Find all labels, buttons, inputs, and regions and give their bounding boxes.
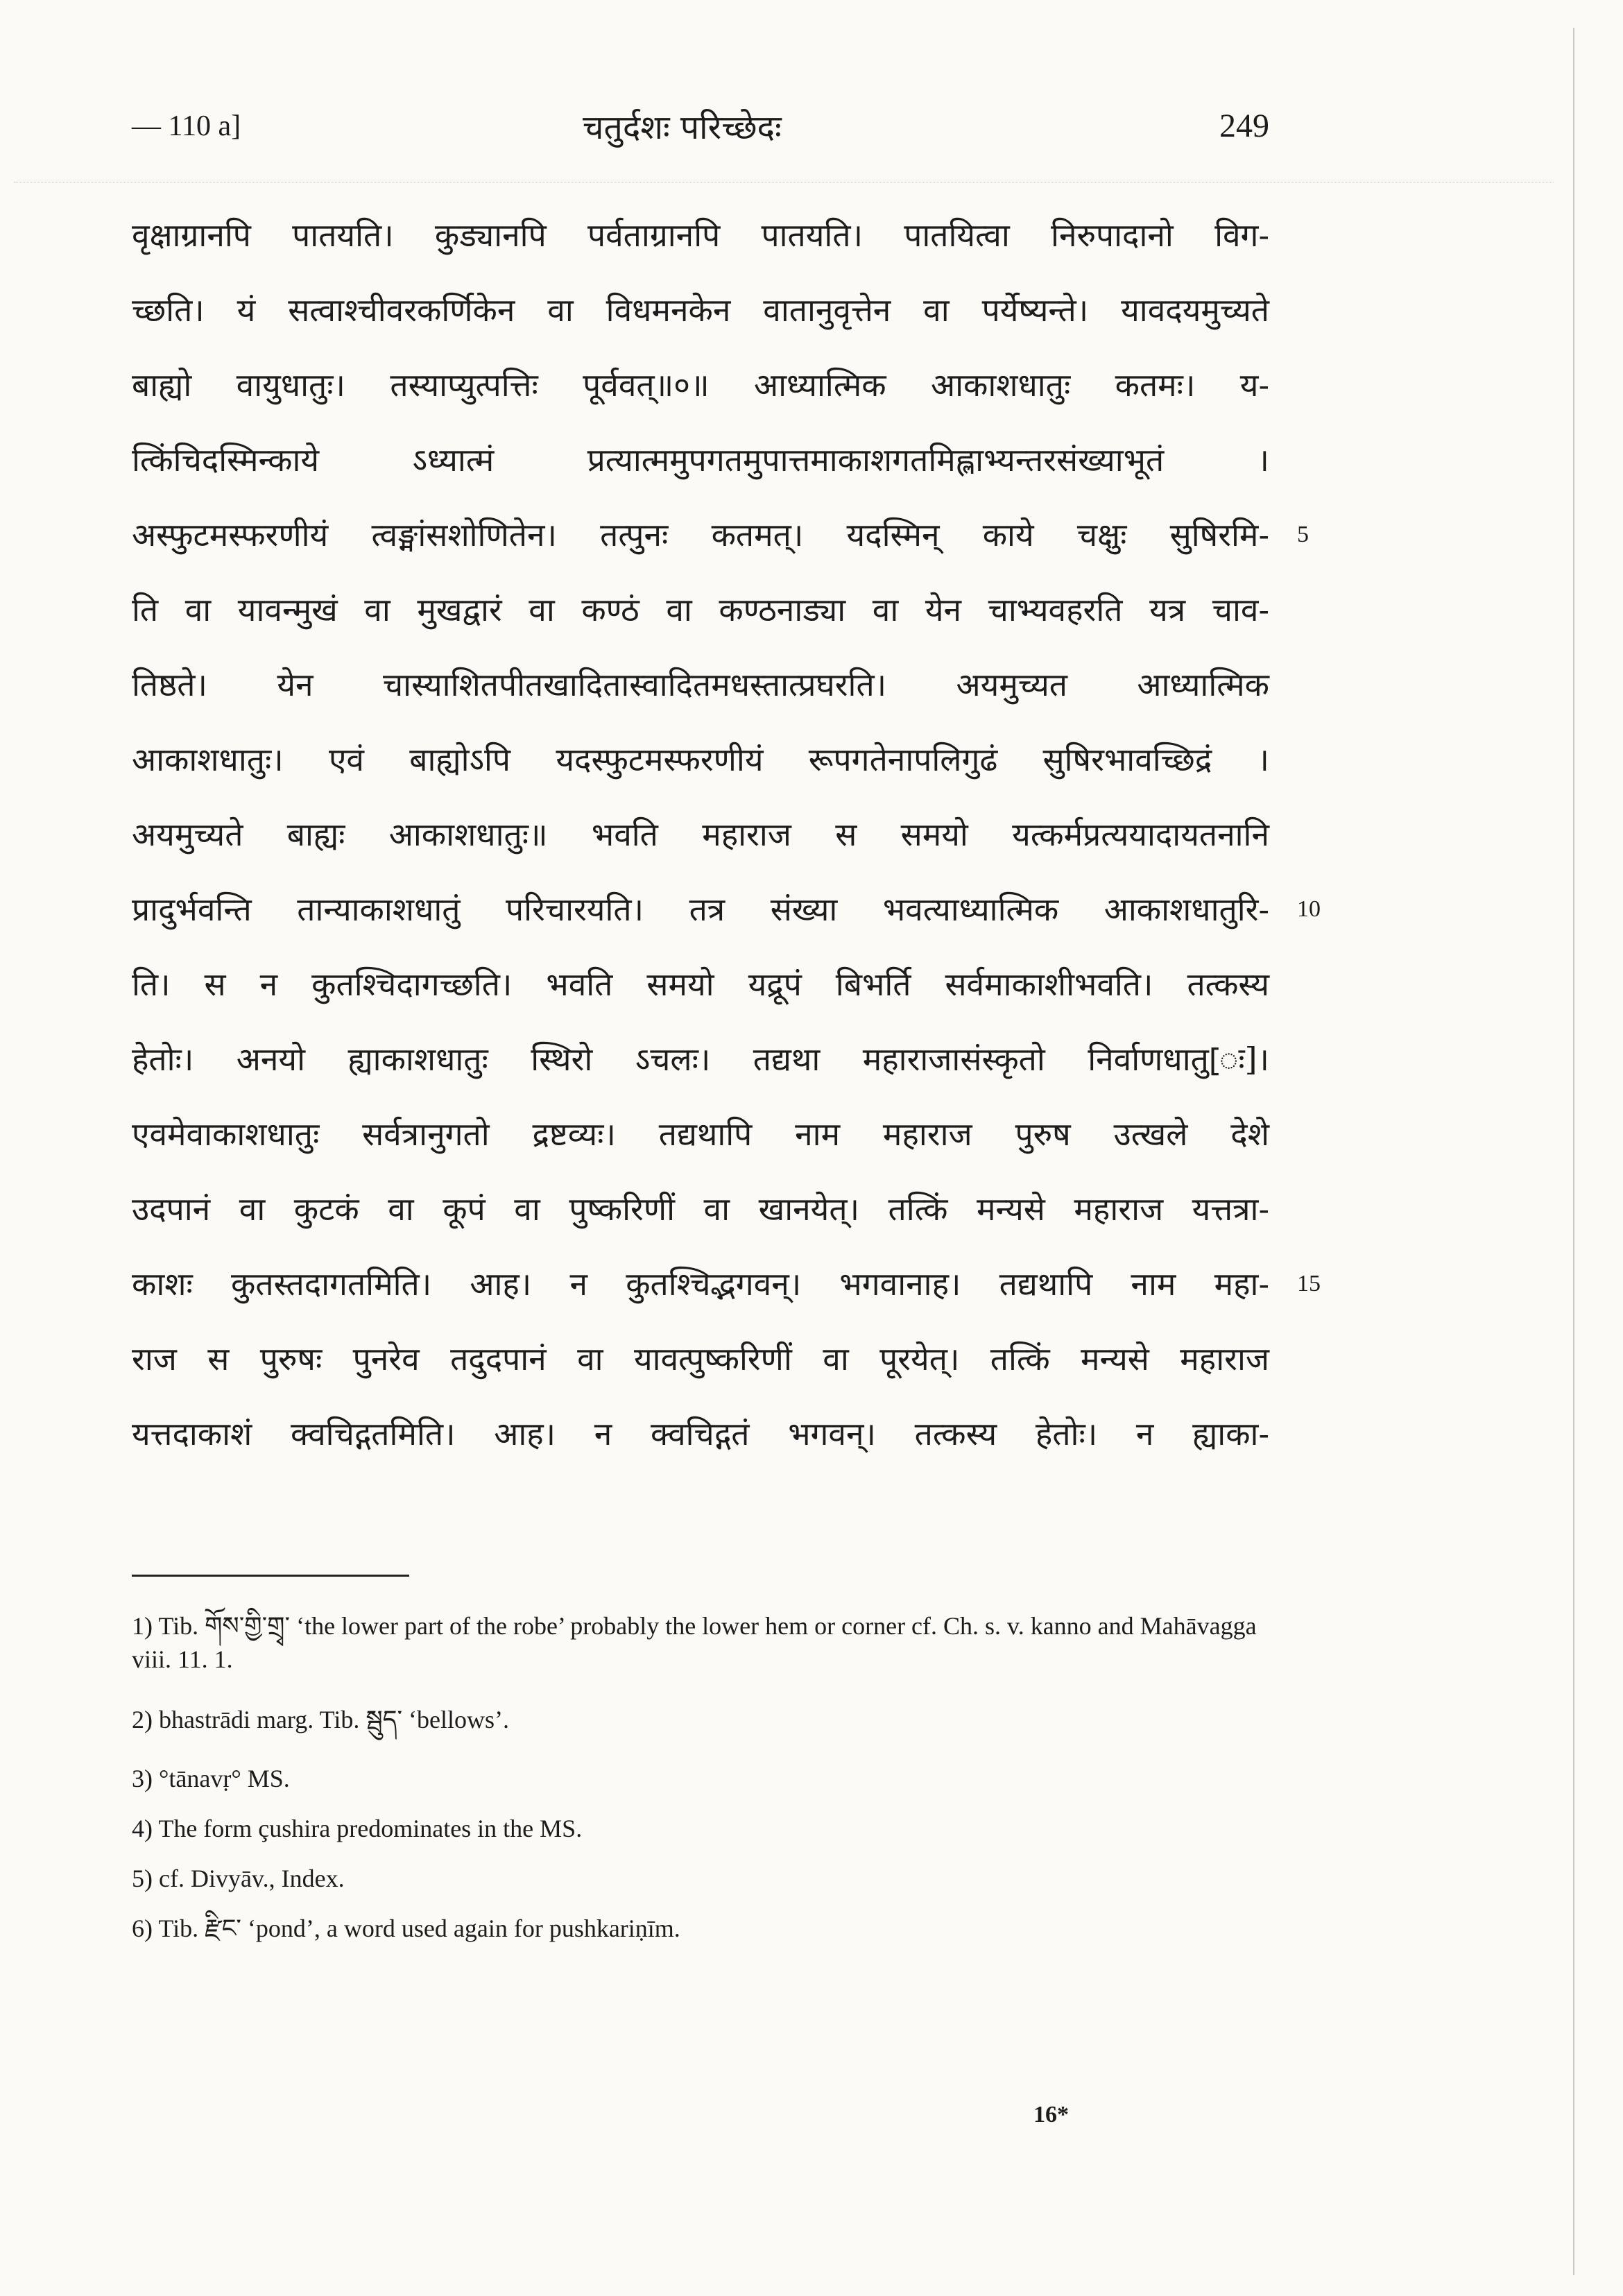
text-line	[132, 1396, 1269, 1471]
line-number: 15	[1297, 1271, 1321, 1296]
line-text: काशः कुतस्तदागतमिति। आह। न कुतश्चिद्भगवन्। भगवानाह। तद्यथापि नाम महा-	[132, 1265, 1269, 1303]
signature-mark: 16*	[1033, 2102, 1069, 2127]
line-text: प्रादुर्भवन्ति तान्याकाशधातुं परिचारयति। तत्र संख्या भवत्याध्यात्मिक आकाशधातुरि-	[132, 891, 1269, 928]
footnote-6: 6) Tib. རྫིང་ ‘pond’, a word used again for pushkariṇīm.	[132, 1914, 680, 1942]
page-edge-line	[1573, 28, 1574, 2275]
text-line	[132, 422, 1269, 497]
line-text: त्किंचिदस्मिन्काये ऽध्यात्मं प्रत्यात्ममुपगतमुपात्तमाकाशगतमिह्लाभ्यन्तरसंख्याभूतं ।	[132, 441, 1269, 479]
line-number: 10	[1297, 896, 1321, 922]
text-line	[132, 572, 1269, 647]
line-text: ति। स न कुतश्चिदागच्छति। भवति समयो यद्रूपं बिभर्ति सर्वमाकाशीभवति। तत्कस्य	[132, 966, 1269, 1003]
line-text: ति वा यावन्मुखं वा मुखद्वारं वा कण्ठं वा कण्ठनाड्या वा येन चाभ्यवहरति यत्र चाव-	[132, 591, 1269, 628]
footnote-4: 4) The form çushira predominates in the MS.	[132, 1815, 583, 1842]
text-line	[132, 1246, 1321, 1321]
header-section-ref: — 110 a]	[132, 110, 241, 142]
text-line	[132, 348, 1269, 422]
text-line	[132, 647, 1269, 722]
text-line	[132, 872, 1321, 947]
line-text: तिष्ठते। येन चास्याशितपीतखादितास्वादितमधस्तात्प्रघरति। अयमुच्यत आध्यात्मिक	[132, 666, 1269, 703]
footnote-5: 5) cf. Divyāv., Index.	[132, 1865, 345, 1892]
line-text: अयमुच्यते बाह्यः आकाशधातुः॥ भवति महाराज स समयो यत्कर्मप्रत्ययादायतनानि	[132, 816, 1269, 853]
line-text: अस्फुटमस्फरणीयं त्वङ्मांसशोणितेन। तत्पुनः कतमत्। यदस्मिन् काये चक्षुः सुषिरमि-	[132, 516, 1269, 554]
text-line	[132, 497, 1309, 572]
text-line	[132, 273, 1269, 348]
footnote-2: 2) bhastrādi marg. Tib. སྦུད་ ‘bellows’.	[132, 1706, 510, 1733]
header-chapter-title: चतुर्दशः परिच्छेदः	[583, 108, 782, 147]
running-header	[132, 104, 1269, 160]
line-text: यत्तदाकाशं क्वचिद्गतमिति। आह। न क्वचिद्गतं भगवन्। तत्कस्य हेतोः। न ह्याका-	[132, 1415, 1269, 1453]
main-text	[132, 198, 1321, 1471]
line-text: हेतोः। अनयो ह्याकाशधातुः स्थिरो ऽचलः। तद्यथा महाराजासंस्कृतो निर्वाणधातु[ः]।	[132, 1040, 1269, 1078]
text-line	[132, 1097, 1269, 1172]
text-line	[132, 797, 1269, 872]
footnote-1: 1) Tib. གོས་གྱི་གྲྭ་ ‘the lower part of the robe’ probably the lower hem or corner cf. Ch. s. v. kanno and Mahāvagga viii. 11. 1.	[132, 1612, 1257, 1673]
text-line	[132, 198, 1269, 273]
line-text: च्छति। यं सत्वाश्चीवरकर्णिकेन वा विधमनकेन वातानुवृत्तेन वा पर्येष्यन्ते। यावदयमुच्यते	[132, 291, 1269, 329]
page-number: 249	[1219, 108, 1269, 144]
line-text: एवमेवाकाशधातुः सर्वत्रानुगतो द्रष्टव्यः। तद्यथापि नाम महाराज पुरुष उत्खले देशे	[132, 1115, 1269, 1153]
line-text: वृक्षाग्रानपि पातयति। कुड्यानपि पर्वताग्रानपि पातयति। पातयित्वा निरुपादानो विग-	[132, 216, 1269, 254]
text-line	[132, 722, 1269, 797]
line-number: 5	[1297, 522, 1309, 547]
line-text: आकाशधातुः। एवं बाह्योऽपि यदस्फुटमस्फरणीयं रूपगतेनापलिगुढं सुषिरभावच्छिद्रं ।	[132, 741, 1269, 778]
line-text: बाह्यो वायुधातुः। तस्याप्युत्पत्तिः पूर्ववत्॥०॥ आध्यात्मिक आकाशधातुः कतमः। य-	[132, 366, 1269, 404]
footnote-3: 3) °tānavṛ° MS.	[132, 1765, 290, 1792]
text-line	[132, 1022, 1269, 1097]
text-line	[132, 1321, 1269, 1396]
line-text: उदपानं वा कुटकं वा कूपं वा पुष्करिणीं वा खानयेत्। तत्किं मन्यसे महाराज यत्तत्रा-	[132, 1190, 1269, 1228]
line-text: राज स पुरुषः पुनरेव तदुदपानं वा यावत्पुष्करिणीं वा पूरयेत्। तत्किं मन्यसे महाराज	[132, 1340, 1269, 1378]
footnote-rule	[132, 1575, 409, 1577]
text-line	[132, 1172, 1269, 1246]
text-line	[132, 947, 1269, 1022]
